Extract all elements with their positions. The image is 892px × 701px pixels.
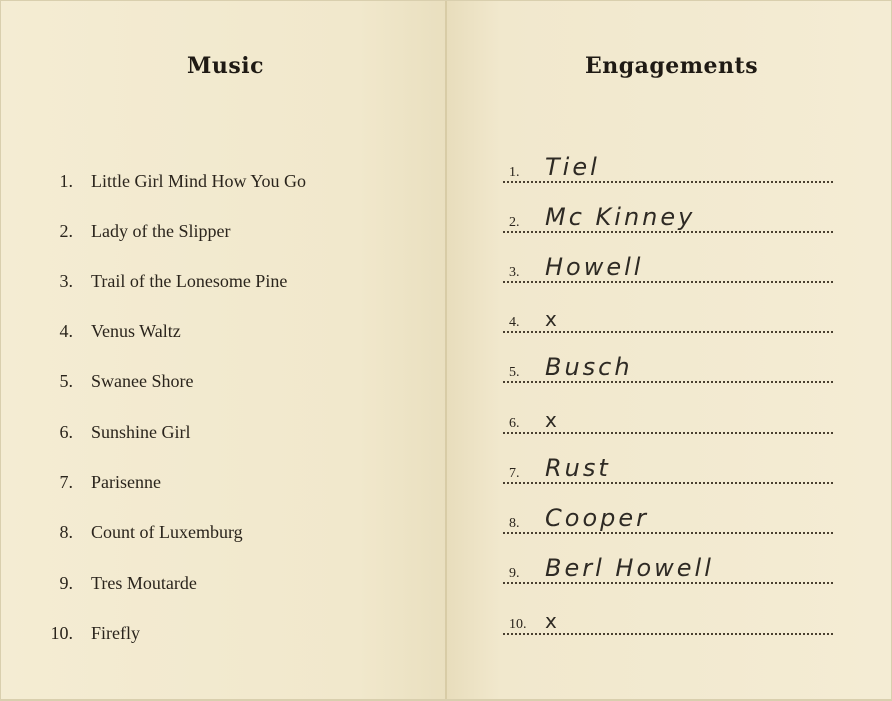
dotted-line — [503, 381, 833, 383]
music-item-title: Count of Luxemburg — [91, 522, 243, 542]
engagement-line — [447, 339, 891, 383]
music-item — [1, 321, 401, 351]
music-item-number: 9. — [59, 573, 73, 593]
engagement-line — [447, 289, 891, 333]
music-item-number: 5. — [59, 371, 73, 391]
engagement-number: 10. — [509, 617, 527, 632]
music-item — [1, 221, 401, 251]
music-item — [1, 271, 401, 301]
music-item — [1, 171, 401, 201]
engagement-line — [447, 440, 891, 484]
engagement-line — [447, 490, 891, 534]
dotted-line — [503, 281, 833, 283]
music-page — [1, 1, 447, 699]
music-item-number: 10. — [50, 623, 73, 643]
engagement-name: Cooper — [545, 504, 649, 532]
engagement-line — [447, 591, 891, 635]
music-item — [1, 371, 401, 401]
engagement-name: x — [545, 609, 557, 633]
engagements-page — [447, 1, 891, 699]
music-item-title: Lady of the Slipper — [91, 221, 231, 241]
dotted-line — [503, 181, 833, 183]
music-item-number: 1. — [59, 171, 73, 191]
music-item — [1, 422, 401, 452]
engagement-line — [447, 239, 891, 283]
music-item-number: 3. — [59, 271, 73, 291]
engagements-heading: Engagements — [585, 53, 759, 79]
engagement-number: 2. — [509, 215, 520, 230]
dotted-line — [503, 582, 833, 584]
dotted-line — [503, 432, 833, 434]
music-item-number: 4. — [59, 321, 73, 341]
music-item-title: Firefly — [91, 623, 140, 643]
music-heading: Music — [187, 53, 264, 79]
engagement-name: Tiel — [545, 153, 600, 181]
music-item-title: Swanee Shore — [91, 371, 194, 391]
engagement-number: 8. — [509, 516, 520, 531]
engagement-number: 9. — [509, 566, 520, 581]
dotted-line — [503, 532, 833, 534]
music-item-number: 6. — [59, 422, 73, 442]
music-item-number: 2. — [59, 221, 73, 241]
dance-card — [1, 1, 891, 699]
engagement-name: Mc Kinney — [545, 203, 696, 231]
engagement-line — [447, 390, 891, 434]
dotted-line — [503, 331, 833, 333]
music-item — [1, 472, 401, 502]
engagement-number: 5. — [509, 365, 520, 380]
music-item-number: 7. — [59, 472, 73, 492]
engagement-number: 7. — [509, 466, 520, 481]
music-item-title: Sunshine Girl — [91, 422, 191, 442]
engagement-name: x — [545, 408, 557, 432]
music-item-title: Tres Moutarde — [91, 573, 197, 593]
music-item — [1, 522, 401, 552]
dotted-line — [503, 482, 833, 484]
engagement-number: 3. — [509, 265, 520, 280]
engagement-name: Rust — [545, 454, 611, 482]
engagement-line — [447, 139, 891, 183]
engagement-number: 4. — [509, 315, 520, 330]
music-item — [1, 623, 401, 653]
engagement-number: 6. — [509, 416, 520, 431]
dotted-line — [503, 231, 833, 233]
music-item — [1, 573, 401, 603]
engagement-name: x — [545, 307, 557, 331]
engagement-name: Busch — [545, 353, 633, 381]
engagement-number: 1. — [509, 165, 520, 180]
music-item-number: 8. — [59, 522, 73, 542]
engagement-line — [447, 540, 891, 584]
engagement-name: Howell — [545, 253, 644, 281]
engagement-line — [447, 189, 891, 233]
dotted-line — [503, 633, 833, 635]
engagement-name: Berl Howell — [545, 554, 714, 582]
music-item-title: Venus Waltz — [91, 321, 181, 341]
music-item-title: Parisenne — [91, 472, 161, 492]
music-item-title: Little Girl Mind How You Go — [91, 171, 307, 191]
music-item-title: Trail of the Lonesome Pine — [91, 271, 288, 291]
